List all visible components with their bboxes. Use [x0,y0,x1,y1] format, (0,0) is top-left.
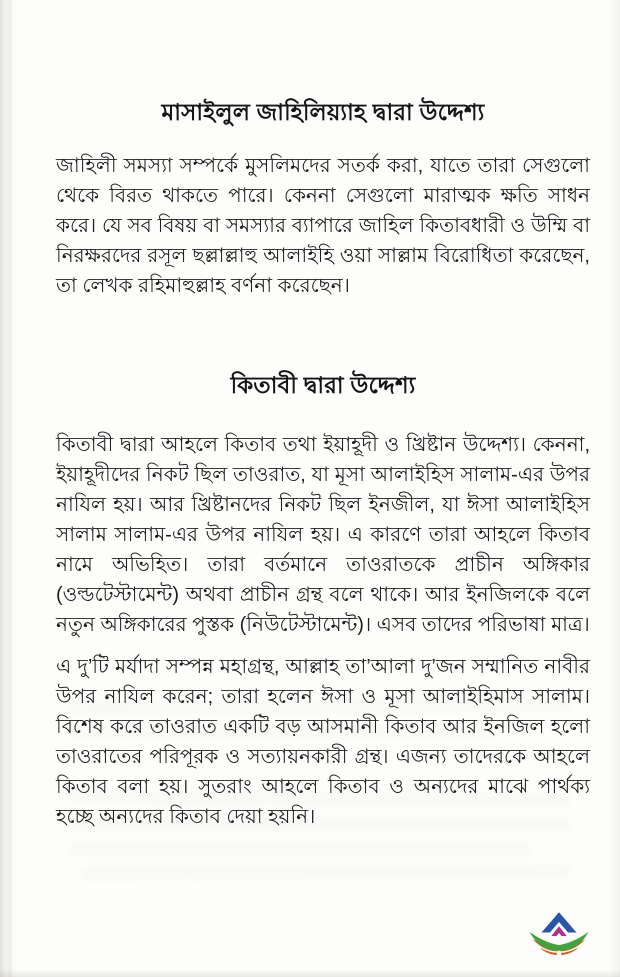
bleedthrough-smudge [80,865,570,881]
bleedthrough-smudge [70,843,530,856]
publisher-logo [524,909,594,963]
section-1-heading: মাসাইলুল জাহিলিয়্যাহ দ্বারা উদ্দেশ্য [161,99,485,125]
section-1-paragraph: জাহিলী সমস্যা সম্পর্কে মুসলিমদের সতর্ক করা, যাতে তারা সেগুলো থেকে বিরত থাকতে পারে। কেননা সেগুলো মারাত্মক ক্ষতি সাধন করে। যে সব বিষয় বা সমস্যার ব্যাপারে জাহিল কিতাবধারী ও উম্মি বা নিরক্ষরদের রসূল ছল্লাল্লাহু আলাইহি ওয়া সাল্লাম বিরোধিতা করেছেন, তা লেখক রহিমাহুল্লাহ বর্ণনা করেছেন। [56,155,590,297]
section-2-heading: কিতাবী দ্বারা উদ্দেশ্য [230,372,416,398]
scan-edge-bottom [0,969,620,977]
section-2-paragraph-1: কিতাবী দ্বারা আহলে কিতাব তথা ইয়াহূদী ও খ্রিষ্টান উদ্দেশ্য। কেননা, ইয়াহূদীদের নিকট ছিল তাওরাত, যা মূসা আলাইহিস সালাম-এর উপর নাযিল হয়। আর খ্রিষ্টানদের নিকট ছিল ইনজীল, যা ঈসা আলাইহিস সালাম সালাম-এর উপর নাযিল হয়। এ কারণে তারা আহলে কিতাব নামে অভিহিত। তারা বর্তমানে তাওরাতকে প্রাচীন অঙ্গিকার (ওল্ডটেস্টামেন্ট) অথবা প্রাচীন গ্রন্থ বলে থাকে। আর ইনজিলকে বলে নতুন অঙ্গিকারের পুস্তক (নিউটেস্টামেন্ট)। এসব তাদের পরিভাষা মাত্র। [56,434,590,636]
section-2-paragraph-2: এ দু’টি মর্যাদা সম্পন্ন মহাগ্রন্থ, আল্লাহ তা’আলা দু’জন সম্মানিত নাবীর উপর নাযিল করেন; তারা হলেন ঈসা ও মূসা আলাইহিমাস সালাম। বিশেষ করে তাওরাত একটি বড় আসমানী কিতাব আর ইনজিল হলো তাওরাতের পরিপূরক ও সত্যায়নকারী গ্রন্থ। এজন্য তাদেরকে আহলে কিতাব বলা হয়। সুতরাং আহলে কিতাব ও অন্যদের মাঝে পার্থক্য হচ্ছে অন্যদের কিতাব দেয়া হয়নি। [56,656,590,828]
